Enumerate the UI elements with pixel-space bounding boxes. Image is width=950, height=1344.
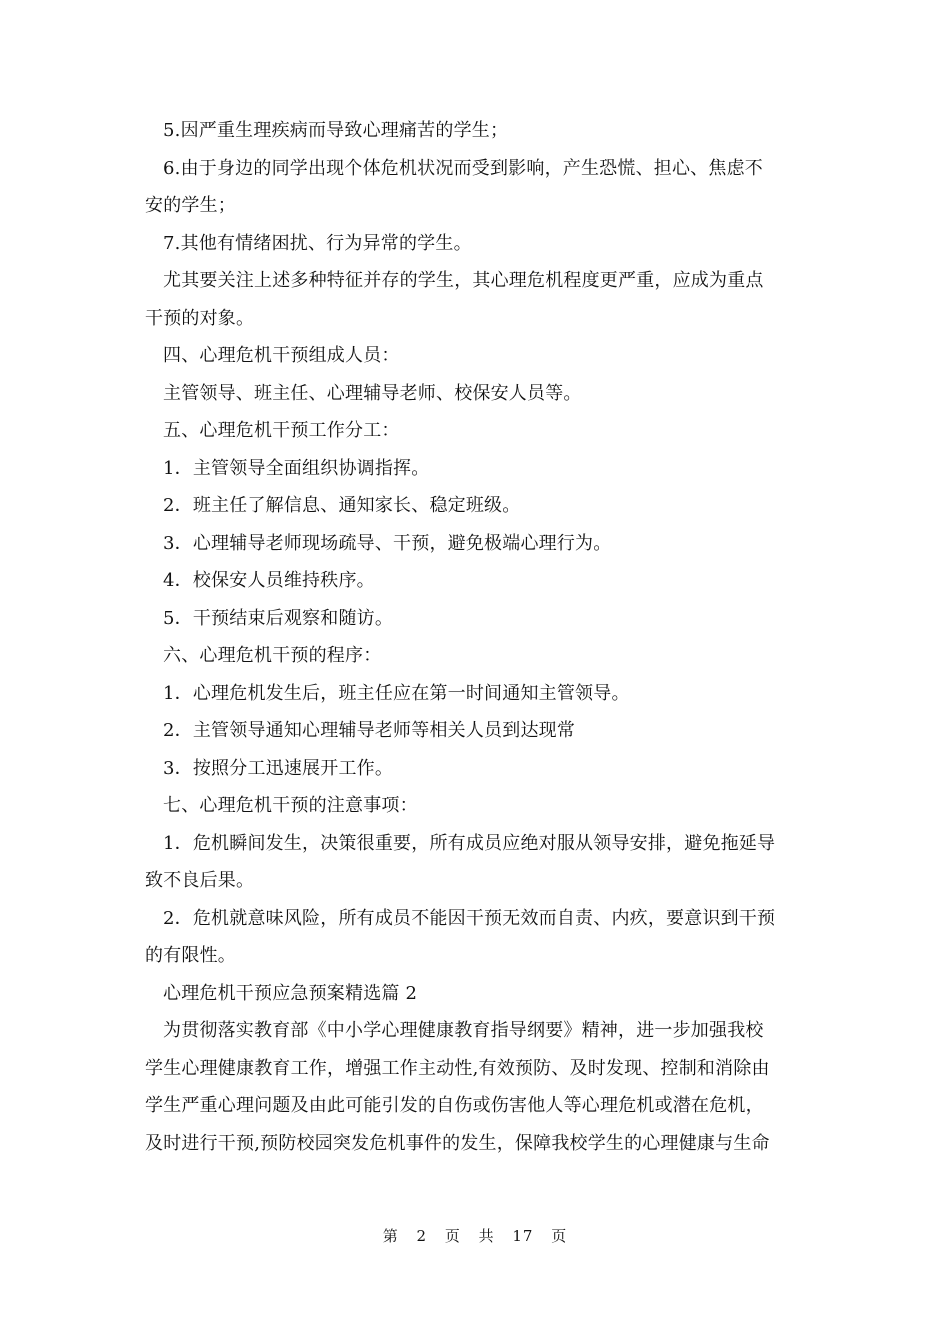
text-line: 6.由于身边的同学出现个体危机状况而受到影响，产生恐慌、担心、焦虑不 xyxy=(163,157,763,179)
text-line: 2．班主任了解信息、通知家长、稳定班级。 xyxy=(163,495,521,516)
text-line: 1．主管领导全面组织协调指挥。 xyxy=(163,457,430,479)
text-line: 5．干预结束后观察和随访。 xyxy=(163,607,394,629)
text-line: 2．危机就意味风险，所有成员不能因干预无效而自责、内疚，要意识到干预 xyxy=(163,907,776,929)
text-line: 3．心理辅导老师现场疏导、干预，避免极端心理行为。 xyxy=(163,532,612,554)
page-footer: 第 2 页 共 17 页 xyxy=(382,1227,568,1245)
text-line: 1．危机瞬间发生，决策很重要，所有成员应绝对服从领导安排，避免拖延导 xyxy=(163,832,776,854)
text-line: 七、心理危机干预的注意事项： xyxy=(163,795,418,816)
text-line: 五、心理危机干预工作分工： xyxy=(163,420,400,441)
text-line: 致不良后果。 xyxy=(145,870,255,891)
document-body xyxy=(145,112,810,1162)
text-line: 3．按照分工迅速展开工作。 xyxy=(163,757,394,779)
text-line: 学生心理健康教育工作，增强工作主动性,有效预防、及时发现、控制和消除由 xyxy=(145,1057,770,1079)
text-line: 及时进行干预,预防校园突发危机事件的发生，保障我校学生的心理健康与生命 xyxy=(145,1132,770,1154)
text-line: 1．心理危机发生后，班主任应在第一时间通知主管领导。 xyxy=(163,682,630,704)
text-line: 主管领导、班主任、心理辅导老师、校保安人员等。 xyxy=(163,382,582,404)
text-line: 为贯彻落实教育部《中小学心理健康教育指导纲要》精神，进一步加强我校 xyxy=(163,1020,764,1041)
text-line: 7.其他有情绪困扰、行为异常的学生。 xyxy=(163,232,472,254)
text-line: 的有限性。 xyxy=(145,945,236,966)
text-line: 安的学生； xyxy=(145,195,236,216)
text-line: 六、心理危机干预的程序： xyxy=(163,645,382,666)
text-line: 尤其要关注上述多种特征并存的学生，其心理危机程度更严重，应成为重点 xyxy=(163,270,764,291)
text-line: 心理危机干预应急预案精选篇 2 xyxy=(163,982,418,1004)
text-line: 4．校保安人员维持秩序。 xyxy=(163,570,375,591)
text-line: 学生严重心理问题及由此可能引发的自伤或伤害他人等心理危机或潜在危机， xyxy=(145,1095,764,1116)
text-line: 干预的对象。 xyxy=(145,307,255,329)
text-line: 2．主管领导通知心理辅导老师等相关人员到达现常 xyxy=(163,720,576,741)
text-line: 四、心理危机干预组成人员： xyxy=(163,345,400,366)
text-line: 5.因严重生理疾病而导致心理痛苦的学生； xyxy=(163,120,509,141)
